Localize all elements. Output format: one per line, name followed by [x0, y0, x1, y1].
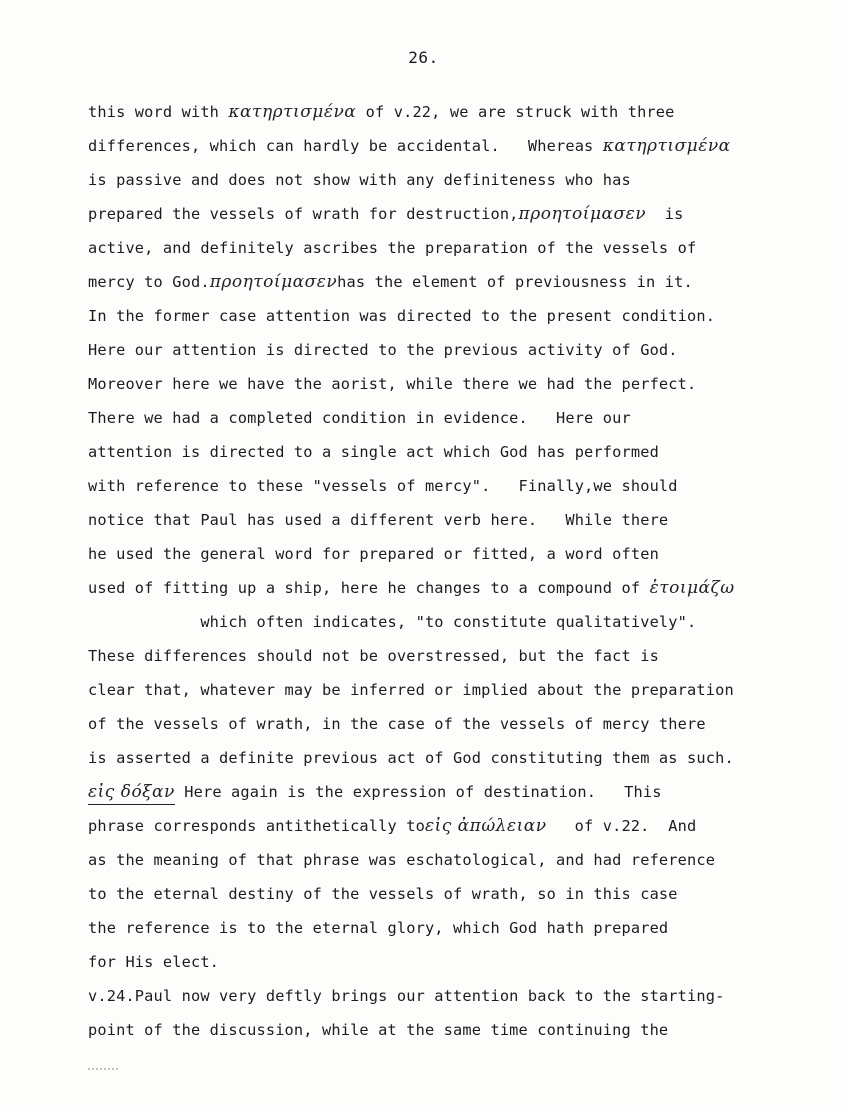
text-line [88, 544, 659, 564]
line-text: mercy to God. [88, 273, 210, 291]
line-text: to the eternal destiny of the vessels of wrath, so in this case [88, 885, 678, 903]
text-line [88, 340, 678, 360]
line-text: is [646, 205, 684, 223]
text-line [88, 884, 678, 904]
text-line [88, 782, 662, 805]
greek-handwritten-word: κατηρτισμένα [228, 102, 357, 122]
text-line [88, 102, 675, 122]
ink-smudge [88, 1068, 118, 1074]
line-text: of the vessels of wrath, in the case of the vessels of mercy there [88, 715, 706, 733]
line-text: active, and definitely ascribes the preparation of the vessels of [88, 239, 697, 257]
greek-handwritten-word: προητοίμασεν [518, 204, 647, 224]
text-line [88, 442, 659, 462]
text-line [88, 204, 683, 224]
line-text: attention is directed to a single act which God has performed [88, 443, 659, 461]
line-text: phrase corresponds antithetically to [88, 817, 425, 835]
line-text: of v.22. And [546, 817, 697, 835]
text-line [88, 272, 693, 292]
line-text: point of the discussion, while at the same time continuing the [88, 1021, 669, 1039]
line-text: clear that, whatever may be inferred or implied about the preparation [88, 681, 734, 699]
text-line [88, 170, 631, 190]
line-text: which often indicates, "to constitute qualitatively". [88, 613, 697, 631]
greek-handwritten-word: προητοίμασεν [209, 272, 338, 292]
line-text: of v.22, we are struck with three [356, 103, 675, 121]
line-text: Moreover here we have the aorist, while there we had the perfect. [88, 375, 697, 393]
text-line [88, 714, 706, 734]
line-text: used of fitting up a ship, here he changes to a compound of [88, 579, 650, 597]
line-text: for His elect. [88, 953, 220, 971]
text-line [88, 612, 696, 632]
line-text: In the former case attention was directed to the present condition. [88, 307, 716, 325]
line-text: as the meaning of that phrase was eschatological, and had reference [88, 851, 716, 869]
line-text: These differences should not be overstressed, but the fact is [88, 647, 659, 665]
text-line [88, 952, 219, 972]
text-line [88, 374, 696, 394]
line-text: with reference to these "vessels of mercy". Finally,we should [88, 477, 678, 495]
greek-handwritten-word: κατηρτισμένα [602, 136, 731, 156]
line-text: he used the general word for prepared or fitted, a word often [88, 545, 659, 563]
text-line [88, 986, 724, 1006]
text-line [88, 408, 631, 428]
text-line [88, 646, 659, 666]
line-text: v.24.Paul now very deftly brings our attention back to the starting- [88, 987, 725, 1005]
text-line [88, 850, 715, 870]
text-line [88, 816, 696, 836]
text-line [88, 918, 668, 938]
text-line [88, 680, 734, 700]
line-text: has the element of previousness in it. [337, 273, 693, 291]
line-text: is asserted a definite previous act of God constituting them as such. [88, 749, 734, 767]
line-text: There we had a completed condition in evidence. Here our [88, 409, 631, 427]
text-line [88, 476, 678, 496]
line-text: differences, which can hardly be accidental. Whereas [88, 137, 603, 155]
line-text: prepared the vessels of wrath for destruction, [88, 205, 519, 223]
line-text: Here our attention is directed to the previous activity of God. [88, 341, 678, 359]
text-line [88, 748, 734, 768]
text-line [88, 306, 715, 326]
page-number: 26. [408, 48, 439, 67]
line-text: notice that Paul has used a different verb here. While there [88, 511, 669, 529]
greek-handwritten-word: εἰς ἀπώλειαν [424, 816, 547, 836]
text-line [88, 578, 735, 598]
line-text: this word with [88, 103, 229, 121]
greek-handwritten-word: εἰς δόξαν [88, 782, 175, 805]
line-text: the reference is to the eternal glory, which God hath prepared [88, 919, 669, 937]
text-line [88, 510, 668, 530]
greek-handwritten-word: ἑτοιμάζω [649, 578, 735, 598]
text-line [88, 1020, 668, 1040]
line-text: Here again is the expression of destination. This [174, 783, 662, 801]
text-line [88, 136, 731, 156]
text-line [88, 238, 696, 258]
line-text: is passive and does not show with any definiteness who has [88, 171, 631, 189]
